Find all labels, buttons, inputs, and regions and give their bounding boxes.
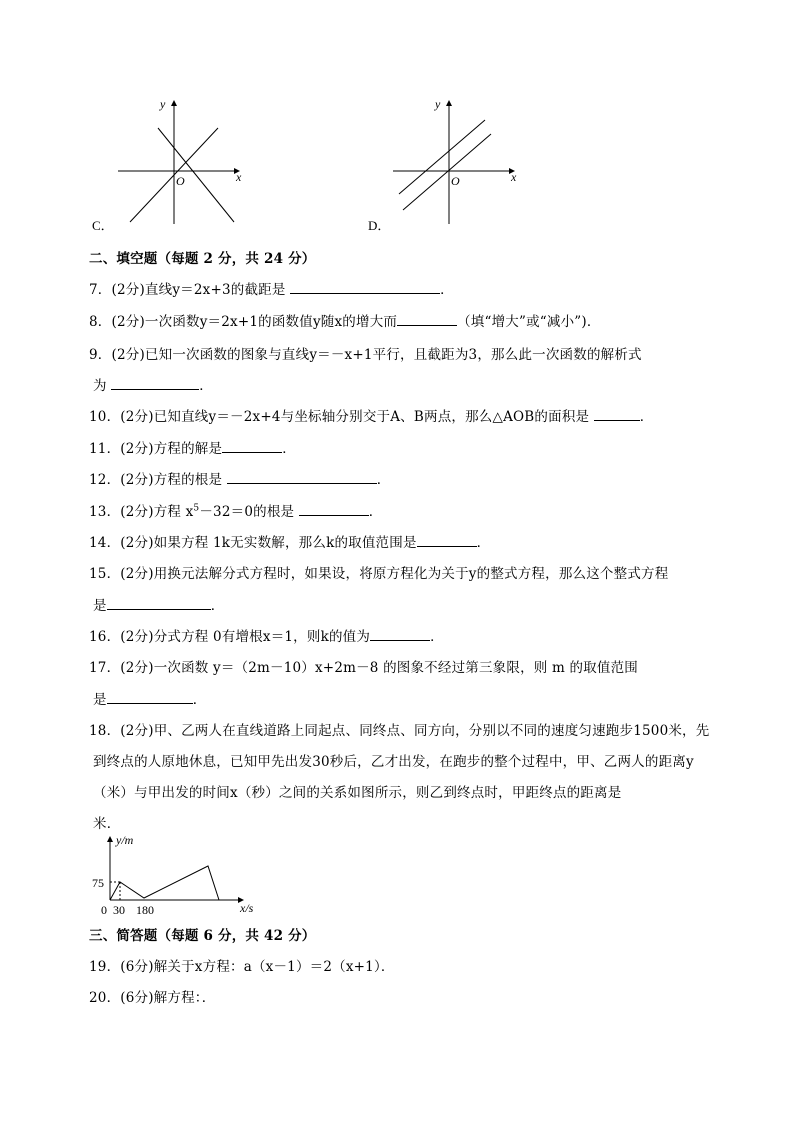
q8-answer-blank[interactable] xyxy=(397,313,457,326)
question-11 xyxy=(89,437,296,457)
q7-number: 7．(2分) xyxy=(89,282,145,298)
q14-number: 14．(2分) xyxy=(89,535,154,551)
question-10 xyxy=(89,405,653,425)
graph-x-tick-180: 180 xyxy=(136,903,154,917)
question-18-line-3: （米）与甲出发的时间x（秒）之间的关系如图所示，则乙到终点时，甲距终点的距离是 xyxy=(93,785,622,801)
question-16 xyxy=(89,625,444,645)
q11-end: ． xyxy=(282,441,296,457)
q13-end: ． xyxy=(368,504,383,520)
question-15-cont xyxy=(93,594,224,614)
figure-d-graph xyxy=(385,98,525,228)
q10-answer-blank[interactable] xyxy=(594,408,640,421)
figure-d-x-label: x xyxy=(511,170,517,184)
q13-text-a: 方程 x xyxy=(153,504,194,520)
q19-text: 解关于x方程：a（x－1）＝2（x+1）． xyxy=(153,959,395,975)
option-d-label: D． xyxy=(368,218,391,233)
graph-y-label: y/m xyxy=(116,833,134,847)
q15-answer-blank[interactable] xyxy=(107,597,211,610)
q17-text: 一次函数 y＝（2m－10）x+2m－8 的图象不经过第三象限，则 m 的取值范围 xyxy=(153,660,638,676)
section-3-heading: 三、简答题（每题 6 分，共 42 分） xyxy=(89,928,316,944)
question-7 xyxy=(89,278,454,298)
question-12 xyxy=(89,468,390,488)
q17-answer-blank[interactable] xyxy=(107,691,193,704)
q12-number: 12．(2分) xyxy=(89,472,154,488)
q13-number: 13．(2分) xyxy=(89,504,154,520)
q12-text: 方程的根是 xyxy=(153,472,223,488)
q17-end: ． xyxy=(192,692,207,708)
figure-c-graph xyxy=(110,98,250,228)
q10-end: ． xyxy=(639,409,654,425)
question-17-cont xyxy=(93,688,206,708)
question-15 xyxy=(89,562,668,582)
q14-answer-blank[interactable] xyxy=(417,534,477,547)
q11-number: 11．(2分) xyxy=(89,441,154,457)
q13-text-b: －32＝0的根是 xyxy=(199,504,295,520)
q8-tail: （填“增大”或“减小”)． xyxy=(457,314,601,330)
q20-number: 20．(6分) xyxy=(89,990,154,1006)
q17-cont: 是 xyxy=(93,692,107,708)
graph-y-tick-75: 75 xyxy=(92,876,104,890)
question-18-line-2: 到终点的人原地休息，已知甲先出发30秒后，乙才出发，在跑步的整个过程中，甲、乙两人的距离y xyxy=(93,754,694,770)
question-14 xyxy=(89,531,490,551)
figure-d-origin-label: O xyxy=(451,174,460,188)
question-9 xyxy=(89,343,642,363)
q8-text: 一次函数y＝2x+1的函数值y随x的增大而 xyxy=(144,314,398,330)
question-9-cont xyxy=(93,374,213,394)
q14-end: ． xyxy=(476,535,491,551)
q12-end: ． xyxy=(376,472,391,488)
q12-answer-blank[interactable] xyxy=(227,471,377,484)
q14-text: 如果方程 1k无实数解，那么k的取值范围是 xyxy=(153,535,417,551)
question-19 xyxy=(89,955,395,975)
q11-answer-blank[interactable] xyxy=(222,440,282,453)
q15-cont: 是 xyxy=(93,598,107,614)
q15-text: 用换元法解分式方程时，如果设，将原方程化为关于y的整式方程，那么这个整式方程 xyxy=(153,566,669,582)
q9-end: ． xyxy=(199,378,213,394)
figure-c-x-label: x xyxy=(236,170,242,184)
graph-x-tick-0: 0 xyxy=(101,903,107,917)
q9-answer-blank[interactable] xyxy=(111,377,199,390)
q20-text: 解方程：． xyxy=(153,990,216,1006)
q18-number: 18．(2分) xyxy=(89,723,154,739)
question-13 xyxy=(89,500,382,520)
q9-cont: 为 xyxy=(93,378,107,394)
q8-number: 8．(2分) xyxy=(89,314,145,330)
q7-answer-blank[interactable] xyxy=(290,281,440,294)
figure-c-origin-label: O xyxy=(176,174,185,188)
figure-d-y-label: y xyxy=(435,98,441,111)
q15-end: ． xyxy=(210,598,225,614)
q10-number: 10．(2分) xyxy=(89,409,154,425)
q15-number: 15．(2分) xyxy=(89,566,154,582)
q13-answer-blank[interactable] xyxy=(299,503,369,516)
question-17 xyxy=(89,656,638,676)
q9-number: 9．(2分) xyxy=(89,347,145,363)
graph-x-tick-30: 30 xyxy=(113,903,125,917)
question-20 xyxy=(89,986,215,1006)
question-18-line-4: 米． xyxy=(93,816,121,832)
q7-text: 直线y＝2x+3的截距是 xyxy=(144,282,286,298)
figure-c-y-label: y xyxy=(160,98,166,111)
q18-distance-time-graph xyxy=(88,832,268,918)
option-c-label: C． xyxy=(92,218,114,233)
q9-text: 已知一次函数的图象与直线y＝－x+1平行，且截距为3，那么此一次函数的解析式 xyxy=(144,347,642,363)
q17-number: 17．(2分) xyxy=(89,660,154,676)
q11-text: 方程的解是 xyxy=(153,441,223,457)
q16-text: 分式方程 0有增根x＝1，则k的值为 xyxy=(153,629,371,645)
q7-end: ． xyxy=(440,282,454,298)
question-18 xyxy=(89,719,709,739)
q18-text: 甲、乙两人在直线道路上同起点、同终点、同方向，分别以不同的速度匀速跑步1500米，先 xyxy=(153,723,710,739)
q19-number: 19．(6分) xyxy=(89,959,154,975)
q10-text: 已知直线y＝－2x+4与坐标轴分别交于A、B两点，那么△AOB的面积是 xyxy=(153,409,590,425)
q16-answer-blank[interactable] xyxy=(370,628,430,641)
graph-x-label: x/s xyxy=(240,901,254,915)
q16-end: ． xyxy=(430,629,444,645)
q13-superscript: 5 xyxy=(193,503,200,514)
question-8 xyxy=(89,310,601,330)
q16-number: 16．(2分) xyxy=(89,629,154,645)
section-2-heading: 二、填空题（每题 2 分，共 24 分） xyxy=(89,251,316,267)
